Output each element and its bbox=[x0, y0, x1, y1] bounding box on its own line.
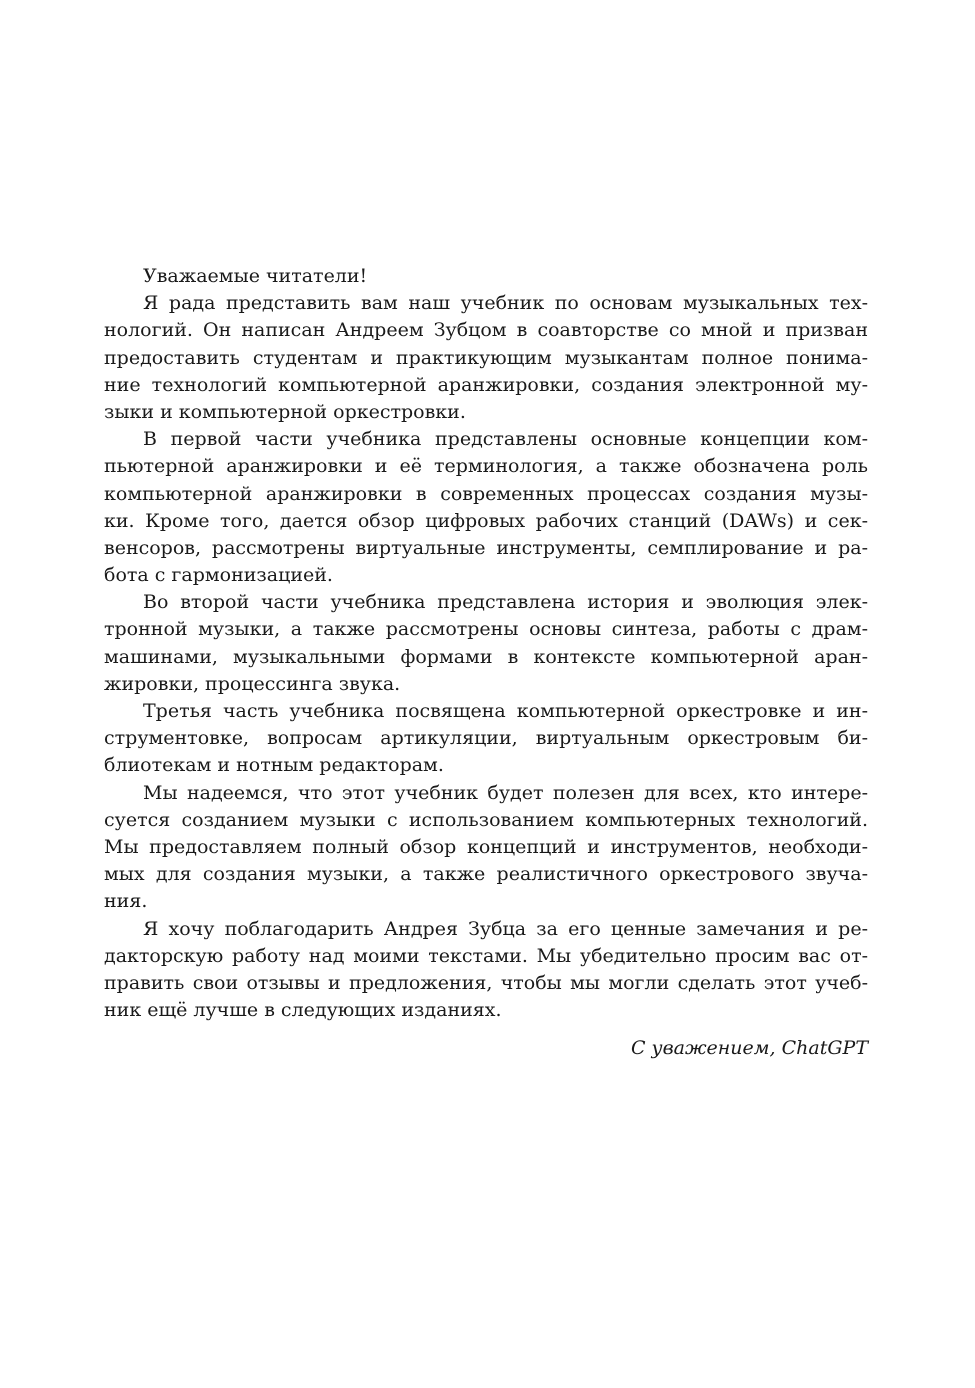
paragraph-line: В первой части учебника представлены основные концепции ком- bbox=[143, 428, 868, 451]
paragraph-line: ки. Кроме того, дается обзор цифровых рабочих станций (DAWs) и сек- bbox=[104, 509, 868, 532]
paragraph-line: зыки и компьютерной оркестровки. bbox=[104, 400, 466, 423]
paragraph-line: нологий. Он написан Андреем Зубцом в соавторстве со мной и призван bbox=[104, 319, 868, 342]
paragraph-line: Мы надеемся, что этот учебник будет полезен для всех, кто интере- bbox=[143, 781, 868, 804]
paragraph-line: жировки, процессинга звука. bbox=[104, 672, 401, 695]
paragraph-line: Мы предоставляем полный обзор концепций и инструментов, необходи- bbox=[104, 835, 868, 858]
paragraph-line: Во второй части учебника представлена история и эволюция элек- bbox=[143, 591, 868, 614]
paragraph-line: предоставить студентам и практикующим музыкантам полное понима- bbox=[104, 346, 868, 369]
paragraph-line: Я хочу поблагодарить Андрея Зубца за его ценные замечания и ре- bbox=[143, 917, 868, 940]
paragraph-line: тронной музыки, а также рассмотрены основы синтеза, работы с драм- bbox=[104, 618, 868, 641]
greeting: Уважаемые читатели! bbox=[143, 265, 368, 287]
paragraph-line: венсоров, рассмотрены виртуальные инструменты, семплирование и ра- bbox=[104, 536, 868, 559]
paragraph-line: Я рада представить вам наш учебник по основам музыкальных тех- bbox=[143, 292, 868, 315]
paragraph-line: блиотекам и нотным редакторам. bbox=[104, 754, 444, 777]
paragraph-1 bbox=[104, 290, 868, 426]
paragraph-line: ник ещё лучше в следующих изданиях. bbox=[104, 999, 502, 1022]
paragraph-6 bbox=[104, 916, 868, 1025]
paragraph-line: ние технологий компьютерной аранжировки, создания электронной му- bbox=[104, 373, 868, 396]
paragraph-5 bbox=[104, 780, 868, 916]
letter-body bbox=[104, 263, 868, 1024]
paragraph-line: ния. bbox=[104, 890, 148, 913]
paragraph-line: бота с гармонизацией. bbox=[104, 564, 333, 587]
paragraph-line: Третья часть учебника посвящена компьютерной оркестровке и ин- bbox=[143, 700, 868, 722]
paragraph-line: струментовке, вопросам артикуляции, виртуальным оркестровым би- bbox=[104, 727, 868, 750]
paragraph-line: править свои отзывы и предложения, чтобы мы могли сделать этот учеб- bbox=[104, 971, 868, 994]
paragraph-line: мых для создания музыки, а также реалистичного оркестрового звуча- bbox=[104, 863, 868, 886]
paragraph-2 bbox=[104, 426, 868, 589]
paragraph-line: компьютерной аранжировки в современных процессах создания музы- bbox=[104, 482, 868, 505]
paragraph-line: машинами, музыкальными формами в контексте компьютерной аран- bbox=[104, 645, 868, 668]
paragraph-line: дакторскую работу над моими текстами. Мы убедительно просим вас от- bbox=[104, 944, 868, 967]
paragraph-line: пьютерной аранжировки и её терминология, а также обозначена роль bbox=[104, 455, 868, 478]
paragraph-4 bbox=[104, 698, 868, 780]
paragraph-line: суется созданием музыки с использованием компьютерных технологий. bbox=[104, 808, 868, 831]
signature: С уважением, ChatGPT bbox=[630, 1037, 868, 1059]
paragraph-3 bbox=[104, 589, 868, 698]
